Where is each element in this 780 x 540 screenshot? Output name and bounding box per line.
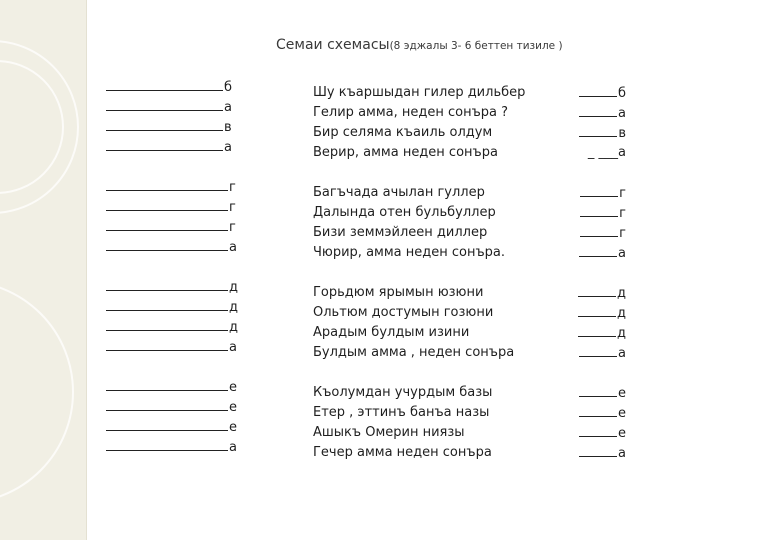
scheme-group	[106, 177, 238, 257]
scheme-row: г	[106, 217, 238, 237]
verse-line: Шу къаршыдан гилер дильбер	[313, 85, 526, 100]
poem-column	[313, 83, 525, 483]
page-title	[276, 37, 563, 53]
rhyme-group	[566, 183, 626, 263]
scheme-row: д	[106, 297, 238, 317]
stanza	[313, 383, 525, 463]
verse-line: Къолумдан учурдым базы	[313, 385, 493, 400]
rhyme-row: д	[566, 303, 626, 323]
scheme-row: г	[106, 197, 238, 217]
decorative-sidebar	[0, 0, 87, 540]
rhyme-row: е	[566, 423, 626, 443]
scheme-row: а	[106, 137, 238, 157]
scheme-row: в	[106, 117, 238, 137]
title-main: Семаи схемасы	[276, 37, 390, 53]
verse-line: Арадым булдым изини	[313, 325, 470, 340]
verse-line: Верир, амма неден сонъра	[313, 145, 498, 160]
scheme-blanks-column	[106, 77, 238, 477]
verse-line: Етер , эттинъ банъа назы	[313, 405, 490, 420]
rhyme-row: а	[566, 343, 626, 363]
rhyme-row: е	[566, 403, 626, 423]
rhyme-row: д	[566, 323, 626, 343]
scheme-row: а	[106, 437, 238, 457]
rhyme-row: г	[566, 203, 626, 223]
scheme-row: б	[106, 77, 238, 97]
rhyme-row: д	[566, 283, 626, 303]
scheme-row: е	[106, 377, 238, 397]
verse-line: Гелир амма, неден сонъра ?	[313, 105, 509, 120]
scheme-row: е	[106, 397, 238, 417]
rhyme-group	[566, 283, 626, 363]
rhyme-group	[566, 383, 626, 463]
stanza	[313, 183, 525, 263]
rhyme-row: а	[566, 443, 626, 463]
rhyme-row: г	[566, 223, 626, 243]
stanza	[313, 83, 525, 163]
rhyme-row: в	[566, 123, 626, 143]
rhyme-row: а	[566, 103, 626, 123]
rhyme-marks-column	[566, 83, 626, 483]
scheme-row: а	[106, 337, 238, 357]
verse-line: Бир селяма къаиль олдум	[313, 125, 493, 140]
verse-line: Ашыкъ Омерин ниязы	[313, 425, 465, 440]
rhyme-row: а	[566, 243, 626, 263]
verse-line: Багъчада ачылан гуллер	[313, 185, 485, 200]
decorative-arc	[0, 280, 74, 504]
verse-line: Бизи земмэйлеен диллер	[313, 225, 488, 240]
rhyme-row: е	[566, 383, 626, 403]
scheme-group	[106, 277, 238, 357]
stanza	[313, 283, 525, 363]
scheme-row: е	[106, 417, 238, 437]
title-note: (8 эджалы 3- 6 беттен тизиле )	[389, 40, 563, 52]
verse-line: Чюрир, амма неден сонъра.	[313, 245, 506, 260]
verse-line: Булдым амма , неден сонъра	[313, 345, 515, 360]
verse-line: Гечер амма неден сонъра	[313, 445, 492, 460]
verse-line: Далында отен бульбуллер	[313, 205, 496, 220]
scheme-group	[106, 77, 238, 157]
rhyme-row: г	[566, 183, 626, 203]
rhyme-row: _ ___а	[587, 145, 626, 160]
verse-line: Ольтюм достумын гозюни	[313, 305, 494, 320]
rhyme-group	[566, 83, 626, 163]
scheme-row: а	[106, 237, 238, 257]
scheme-row: г	[106, 177, 238, 197]
scheme-row: д	[106, 277, 238, 297]
scheme-group	[106, 377, 238, 457]
scheme-row: а	[106, 97, 238, 117]
scheme-row: д	[106, 317, 238, 337]
verse-line: Горьдюм ярымын юзюни	[313, 285, 484, 300]
rhyme-row: б	[566, 83, 626, 103]
